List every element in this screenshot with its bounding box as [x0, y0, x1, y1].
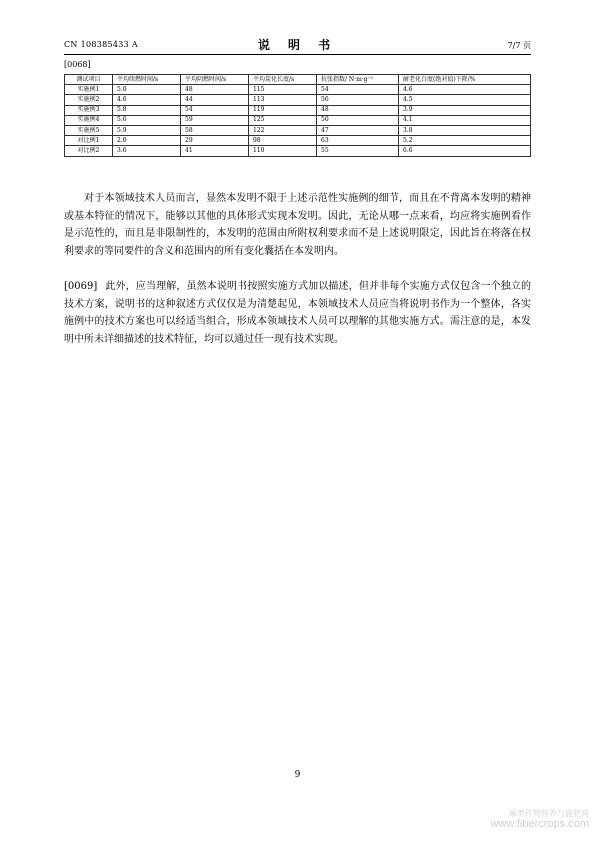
- table-cell: 实施例4: [65, 115, 113, 125]
- table-cell: 2.0: [113, 136, 181, 146]
- watermark-url: www.fibercrops.com: [490, 818, 589, 830]
- table-row: [65, 125, 531, 135]
- paragraph-text: 此外，应当理解，虽然本说明书按照实施方式加以描述，但并非每个实施方式仅包含一个独立的技术方案，说明书的这种叙述方式仅仅是为清楚起见，本领域技术人员应当将说明书作为一个整体，各实施例中的技术方案也可以经适当组合，形成本领域技术人员可以理解的其他实施方式。需注意的是，本发明中所未详细描述的技术特征，均可以通过任一现有技术实现。: [64, 281, 531, 345]
- watermark: [491, 808, 589, 830]
- table-cell: 125: [249, 115, 317, 125]
- table-cell: 58: [181, 125, 249, 135]
- table-cell: 122: [249, 125, 317, 135]
- table-cell: 4.1: [399, 115, 531, 125]
- table-cell: 3.9: [399, 105, 531, 115]
- header-divider: [64, 54, 531, 55]
- table-cell: 54: [317, 85, 399, 95]
- table-cell: 54: [181, 105, 249, 115]
- table-cell: 5.9: [113, 125, 181, 135]
- table-cell: 实施例3: [65, 105, 113, 115]
- table-cell: 119: [249, 105, 317, 115]
- table-cell: 实施例5: [65, 125, 113, 135]
- table-cell: 5.8: [113, 105, 181, 115]
- paragraph-number-0069: [0069]: [64, 281, 98, 292]
- table-header-row: [65, 75, 531, 85]
- table-header-cell: 平均炭化长度/s: [249, 75, 317, 85]
- table-header-cell: 测试项目: [65, 75, 113, 85]
- table-cell: 56: [317, 95, 399, 105]
- table-cell: 6.6: [399, 146, 531, 156]
- paragraph-number-0068: [0068]: [64, 60, 91, 69]
- table-cell: 44: [181, 95, 249, 105]
- body-paragraph-0069: [64, 278, 531, 348]
- page-indicator: 7/7 页: [507, 41, 531, 50]
- table-cell: 59: [181, 115, 249, 125]
- table-cell: 55: [317, 146, 399, 156]
- table-header-cell: 抗张指数/ N·m·g⁻¹: [317, 75, 399, 85]
- table-cell: 实施例1: [65, 85, 113, 95]
- table-cell: 48: [317, 105, 399, 115]
- table-cell: 50: [317, 115, 399, 125]
- table-cell: 4.5: [399, 95, 531, 105]
- test-results-table: [64, 74, 531, 157]
- body-paragraph: 对于本领域技术人员而言，显然本发明不限于上述示范性实施例的细节，而且在不背离本发明的精神或基本特征的情况下，能够以其他的具体形式实现本发明。因此，无论从哪一点来看，均应将实施例看作是示范性的，而且是非限制性的，本发明的范围由所附权利要求而不是上述说明限定，因此旨在将落在权利要求的等同要件的含义和范围内的所有变化囊括在本发明内。: [64, 193, 531, 257]
- watermark-title: 麻类作物营养与施肥网: [509, 809, 589, 818]
- table-cell: 115: [249, 85, 317, 95]
- table-cell: 4.6: [113, 95, 181, 105]
- table-cell: 5.2: [399, 136, 531, 146]
- table-cell: 3.8: [399, 125, 531, 135]
- table-row: [65, 105, 531, 115]
- table-cell: 98: [249, 136, 317, 146]
- page-number: 9: [294, 770, 301, 780]
- table-cell: 对比例2: [65, 146, 113, 156]
- patent-number: CN 108385433 A: [64, 40, 138, 49]
- table-cell: 63: [317, 136, 399, 146]
- table-cell: 5.0: [113, 85, 181, 95]
- page-header: [64, 36, 531, 52]
- table-cell: 5.6: [113, 115, 181, 125]
- table-cell: 4.6: [399, 85, 531, 95]
- table-row: [65, 146, 531, 156]
- table-header-cell: 平均续燃时间/s: [113, 75, 181, 85]
- table-row: [65, 115, 531, 125]
- table-cell: 41: [181, 146, 249, 156]
- table-header-cell: 平均阴燃时间/s: [181, 75, 249, 85]
- table-row: [65, 95, 531, 105]
- table-cell: 对比例1: [65, 136, 113, 146]
- table-cell: 48: [181, 85, 249, 95]
- table-cell: 实施例2: [65, 95, 113, 105]
- table-cell: 113: [249, 95, 317, 105]
- table-cell: 110: [249, 146, 317, 156]
- document-title: 说 明 书: [257, 38, 338, 52]
- table-row: [65, 85, 531, 95]
- table-cell: 3.6: [113, 146, 181, 156]
- table-cell: 29: [181, 136, 249, 146]
- table-header-cell: 耐老化白度(绝对值)下降/%: [399, 75, 531, 85]
- table-cell: 47: [317, 125, 399, 135]
- table-row: [65, 136, 531, 146]
